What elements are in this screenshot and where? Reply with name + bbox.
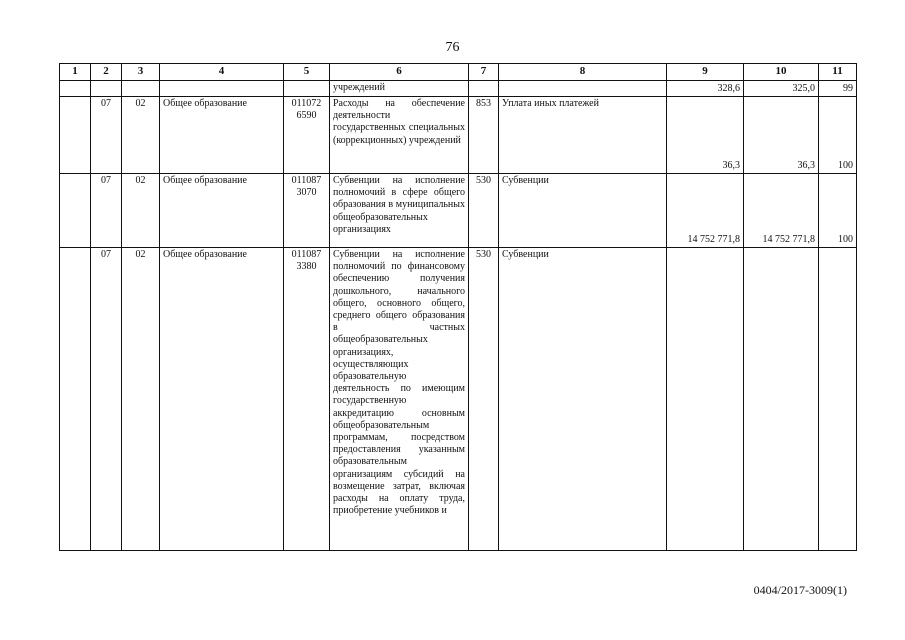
header-col-6: 6 xyxy=(330,64,469,81)
table-cell xyxy=(60,174,91,248)
table-cell-target-code: 011087 3380 xyxy=(284,248,330,551)
table-cell-amount-plan xyxy=(667,248,744,551)
table-cell xyxy=(122,81,160,97)
header-col-10: 10 xyxy=(744,64,819,81)
table-row xyxy=(60,248,857,551)
table-cell xyxy=(60,248,91,551)
table-row xyxy=(60,97,857,174)
document-code: 0404/2017-3009(1) xyxy=(753,583,847,597)
table-cell-amount-actual: 36,3 xyxy=(744,97,819,174)
table-cell-amount-actual: 14 752 771,8 xyxy=(744,174,819,248)
table-cell-percent xyxy=(819,248,857,551)
table-cell-amount-plan: 14 752 771,8 xyxy=(667,174,744,248)
header-col-1: 1 xyxy=(60,64,91,81)
header-col-11: 11 xyxy=(819,64,857,81)
table-cell-expense-type: 530 xyxy=(469,174,499,248)
budget-table xyxy=(59,63,857,551)
table-cell xyxy=(469,81,499,97)
table-cell-expense-type: 530 xyxy=(469,248,499,551)
table-cell-purpose: учреждений xyxy=(330,81,469,97)
table-row-continuation xyxy=(60,81,857,97)
table-cell-section: 07 xyxy=(91,97,122,174)
table-cell-expense-name: Уплата иных платежей xyxy=(499,97,667,174)
table-cell-section: 07 xyxy=(91,248,122,551)
header-row xyxy=(60,64,857,81)
table-cell-percent: 99 xyxy=(819,81,857,97)
header-col-3: 3 xyxy=(122,64,160,81)
table-cell-purpose: Расходы на обеспечение деятельности государственных специальных (коррекционных) учреждений xyxy=(330,97,469,174)
table-cell-section-name: Общее образование xyxy=(160,248,284,551)
table-cell-section: 07 xyxy=(91,174,122,248)
table-cell-purpose: Субвенции на исполнение полномочий в сфере общего образования в муниципальных общеобразовательных организациях xyxy=(330,174,469,248)
table-row xyxy=(60,174,857,248)
table-cell-target-code: 011087 3070 xyxy=(284,174,330,248)
table-cell-percent: 100 xyxy=(819,97,857,174)
table-cell-subsection: 02 xyxy=(122,248,160,551)
table-cell-purpose: Субвенции на исполнение полномочий по финансовому обеспечению получения дошкольного, начального общего, основного общего, среднего общего образования в частных общеобразовательных организациях, осуществляющих образовательную деятельность по имеющим государственную аккредитацию основным общеобразовательным программам, посредством предоставления указанным образовательным организациям субсидий на возмещение затрат, включая расходы на оплату труда, приобретение учебников и xyxy=(330,248,469,551)
header-col-2: 2 xyxy=(91,64,122,81)
header-col-8: 8 xyxy=(499,64,667,81)
table-cell-expense-type: 853 xyxy=(469,97,499,174)
table-cell xyxy=(284,81,330,97)
header-col-9: 9 xyxy=(667,64,744,81)
table-cell-subsection: 02 xyxy=(122,97,160,174)
table-cell-amount-actual: 325,0 xyxy=(744,81,819,97)
header-col-5: 5 xyxy=(284,64,330,81)
table-cell-target-code: 011072 6590 xyxy=(284,97,330,174)
header-col-7: 7 xyxy=(469,64,499,81)
page-number: 76 xyxy=(445,40,460,55)
table-cell-amount-plan: 36,3 xyxy=(667,97,744,174)
table-cell-amount-actual xyxy=(744,248,819,551)
table-cell xyxy=(60,97,91,174)
table-cell-percent: 100 xyxy=(819,174,857,248)
table-cell-expense-name: Субвенции xyxy=(499,174,667,248)
table-cell xyxy=(499,81,667,97)
table-cell-section-name: Общее образование xyxy=(160,97,284,174)
table-cell xyxy=(160,81,284,97)
table-cell xyxy=(91,81,122,97)
table-cell xyxy=(60,81,91,97)
table-cell-amount-plan: 328,6 xyxy=(667,81,744,97)
header-col-4: 4 xyxy=(160,64,284,81)
table-cell-subsection: 02 xyxy=(122,174,160,248)
table-cell-expense-name: Субвенции xyxy=(499,248,667,551)
table-cell-section-name: Общее образование xyxy=(160,174,284,248)
